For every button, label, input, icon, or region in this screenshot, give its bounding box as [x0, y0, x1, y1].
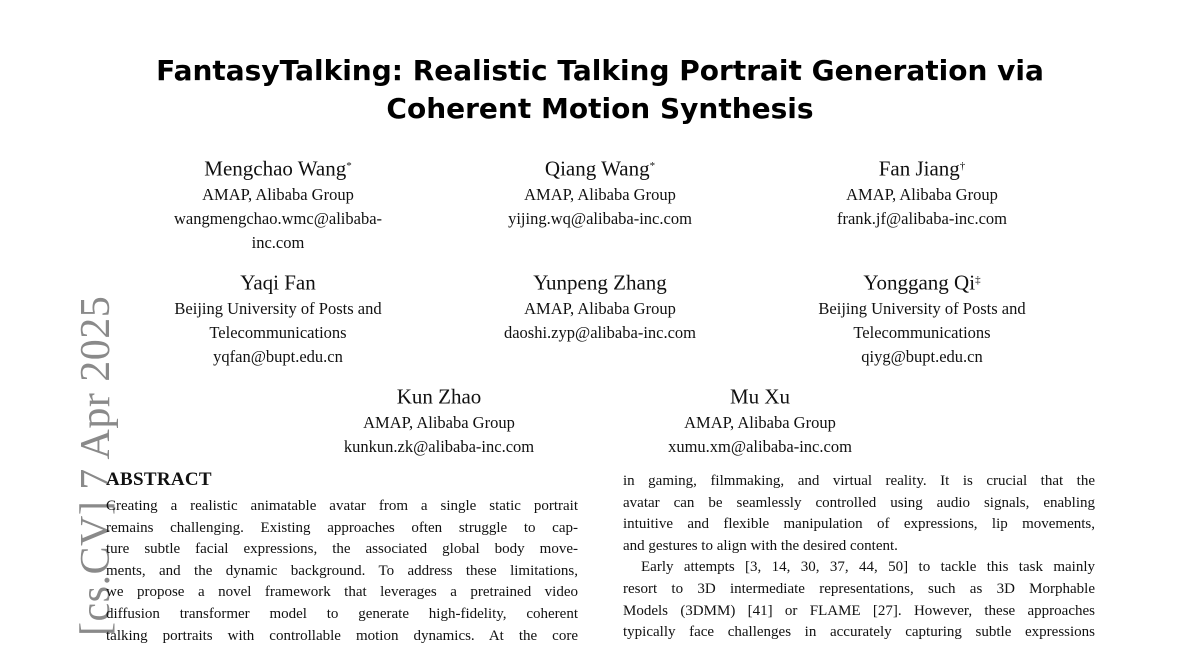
author-block	[782, 268, 1062, 369]
text-line: resort to 3D intermediate representations, such as 3D Morphable	[623, 580, 1095, 597]
author-affiliation: AMAP, Alibaba Group	[202, 184, 354, 204]
text-line: ments, and the dynamic background. To address these limitations,	[106, 562, 578, 579]
author-affiliation: Beijing University of Posts and	[174, 298, 382, 318]
author-mark: *	[346, 160, 352, 172]
author-block	[140, 268, 416, 369]
introduction-text	[623, 471, 1095, 644]
text-line: ture subtle facial expressions, the associated global body move-	[106, 541, 578, 558]
author-email: yijing.wq@alibaba-inc.com	[508, 208, 692, 228]
title-line: Coherent Motion Synthesis	[386, 92, 814, 125]
text-line: avatar can be seamlessly controlled using audio signals, enabling	[623, 494, 1095, 511]
author-block	[470, 154, 730, 231]
author-email: frank.jf@alibaba-inc.com	[836, 208, 1008, 228]
abstract-text	[106, 496, 578, 647]
text-line: in gaming, filmmaking, and virtual reality. It is crucial that the	[623, 473, 1095, 489]
author-block	[636, 382, 884, 459]
paper-title	[100, 52, 1100, 128]
author-mark: ‡	[975, 274, 981, 286]
author-name: Yonggang Qi	[863, 270, 976, 295]
author-affiliation: AMAP, Alibaba Group	[524, 298, 676, 318]
author-email: wangmengchao.wmc@alibaba-	[173, 208, 383, 228]
author-email: inc.com	[251, 232, 305, 252]
text-line: Models (3DMM) [41] or FLAME [27]. However, these approaches	[623, 602, 1095, 619]
author-affiliation: AMAP, Alibaba Group	[846, 184, 998, 204]
author-email: daoshi.zyp@alibaba-inc.com	[503, 322, 697, 342]
abstract-heading: ABSTRACT	[106, 469, 212, 490]
arxiv-stamp: [cs.CV] 7 Apr 2025	[73, 295, 119, 636]
text-line: remains challenging. Existing approaches often struggle to cap-	[106, 519, 578, 536]
author-affiliation: Telecommunications	[853, 322, 991, 342]
author-block	[470, 268, 730, 345]
text-line: Creating a realistic animatable avatar from a single static portrait	[106, 498, 578, 514]
text-line: we propose a novel framework that leverages a pretrained video	[106, 584, 578, 601]
author-name: Mu Xu	[729, 384, 791, 409]
text-line: intuitive and flexible manipulation of expressions, lip movements,	[623, 516, 1095, 533]
author-block	[310, 382, 568, 459]
author-block	[782, 154, 1062, 231]
text-line: talking portraits with controllable motion dynamics. At the core	[106, 627, 578, 644]
author-mark: *	[649, 160, 656, 172]
author-name: Yunpeng Zhang	[533, 270, 667, 295]
author-name: Mengchao Wang	[204, 156, 347, 181]
author-affiliation: AMAP, Alibaba Group	[524, 184, 676, 204]
author-email: xumu.xm@alibaba-inc.com	[668, 436, 852, 456]
author-email: qiyg@bupt.edu.cn	[861, 346, 983, 366]
author-mark: †	[959, 160, 966, 172]
title-line: FantasyTalking: Realistic Talking Portrait Generation via	[156, 54, 1044, 87]
author-affiliation: Beijing University of Posts and	[818, 298, 1026, 318]
author-name: Fan Jiang	[878, 156, 960, 181]
author-name: Kun Zhao	[396, 384, 482, 409]
author-name: Qiang Wang	[544, 156, 650, 181]
text-line: diffusion transformer model to generate high-fidelity, coherent	[106, 605, 578, 622]
text-line: Early attempts [3, 14, 30, 37, 44, 50] to tackle this task mainly	[641, 559, 1095, 576]
author-block	[140, 154, 416, 255]
author-email: yqfan@bupt.edu.cn	[213, 346, 343, 366]
text-line: typically face challenges in accurately capturing subtle expressions	[623, 624, 1095, 641]
author-affiliation: AMAP, Alibaba Group	[684, 412, 836, 432]
author-affiliation: AMAP, Alibaba Group	[363, 412, 515, 432]
text-line: and gestures to align with the desired content.	[623, 537, 898, 554]
author-affiliation: Telecommunications	[209, 322, 347, 342]
author-email: kunkun.zk@alibaba-inc.com	[343, 436, 535, 456]
author-name: Yaqi Fan	[240, 270, 316, 295]
